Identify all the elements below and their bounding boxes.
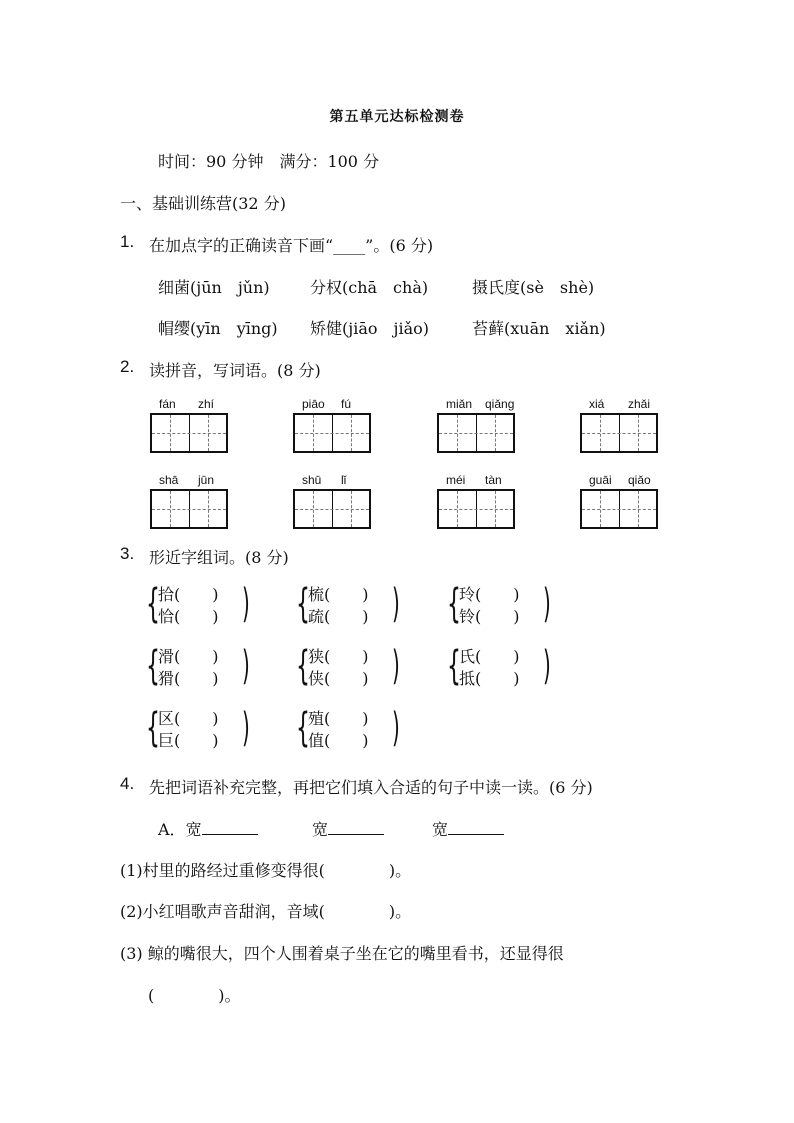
q4-option-label: A．: [158, 820, 186, 839]
left-brace: {: [296, 643, 310, 689]
pinyin-syllable: xiá: [589, 397, 605, 411]
q4-sentence: ( )。: [148, 986, 241, 1005]
q1-number: 1.: [120, 232, 135, 251]
char-row: [459, 585, 537, 605]
writing-grid[interactable]: [293, 413, 371, 453]
q1-item: 帽缨(yīn yīng): [158, 319, 278, 338]
q4-sentence: (2)小红唱歌声音甜润，音域( )。: [120, 902, 412, 921]
answer-paren[interactable]: ( ): [174, 731, 219, 750]
char: 拾: [158, 585, 175, 604]
grid-guide: [439, 433, 513, 434]
answer-paren[interactable]: ( ): [324, 731, 369, 750]
char: 玲: [459, 585, 476, 604]
q3-text: 形近字组词。(8 分): [149, 548, 289, 567]
q1-item: 细菌(jūn jǔn): [158, 278, 270, 297]
section-heading: 一、基础训练营(32 分): [120, 194, 286, 213]
similar-char-group: [296, 581, 406, 628]
q3-number: 3.: [120, 544, 135, 563]
char-row: [308, 607, 386, 627]
writing-grid[interactable]: [580, 413, 658, 453]
writing-grid[interactable]: [580, 489, 658, 529]
q4-word: 宽: [432, 820, 449, 839]
similar-char-group: [146, 581, 256, 628]
char-row: [158, 669, 236, 689]
left-brace: {: [146, 643, 160, 689]
char: 铃: [459, 607, 476, 626]
left-brace: {: [146, 705, 160, 751]
pinyin-syllable: lǐ: [341, 473, 347, 487]
pinyin-syllable: shā: [159, 473, 179, 487]
grid-guide: [439, 509, 513, 510]
writing-grid[interactable]: [293, 489, 371, 529]
q4-options: [432, 817, 504, 840]
char-row: [459, 647, 537, 667]
q1-item: 苔藓(xuān xiǎn): [472, 319, 606, 338]
char: 侠: [308, 669, 325, 688]
pinyin-syllable: fán: [159, 397, 176, 411]
right-paren: ): [242, 581, 250, 627]
page-title: 第五单元达标检测卷: [329, 109, 465, 125]
q4-sentence: (1)村里的路经过重修变得很( )。: [120, 861, 412, 880]
q1-item: 矫健(jiāo jiǎo): [310, 319, 429, 338]
char-row: [308, 731, 386, 751]
right-paren: ): [392, 581, 400, 627]
left-brace: {: [296, 581, 310, 627]
exam-meta: 时间：90 分钟 满分：100 分: [158, 152, 380, 171]
q1-text: 在加点字的正确读音下画“____”。(6 分): [149, 236, 434, 255]
answer-paren[interactable]: ( ): [475, 585, 520, 604]
char: 值: [308, 731, 325, 750]
answer-paren[interactable]: ( ): [174, 647, 219, 666]
writing-grid[interactable]: [150, 413, 228, 453]
q2-number: 2.: [120, 357, 135, 376]
char-row: [158, 709, 236, 729]
similar-char-group: [296, 705, 406, 752]
fill-blank[interactable]: [328, 818, 384, 835]
char-row: [158, 607, 236, 627]
answer-paren[interactable]: ( ): [324, 647, 369, 666]
answer-paren[interactable]: ( ): [174, 709, 219, 728]
similar-char-group: [146, 705, 256, 752]
right-paren: ): [543, 643, 551, 689]
similar-char-group: [447, 581, 557, 628]
q1-item: 分权(chā chà): [310, 278, 429, 297]
char-row: [459, 607, 537, 627]
char: 疏: [308, 607, 325, 626]
left-brace: {: [296, 705, 310, 751]
pinyin-syllable: qiǎo: [628, 473, 651, 487]
q4-options: [312, 817, 384, 840]
char: 狭: [308, 647, 325, 666]
pinyin-syllable: zhǎi: [628, 397, 651, 411]
right-paren: ): [242, 643, 250, 689]
answer-paren[interactable]: ( ): [174, 585, 219, 604]
answer-paren[interactable]: ( ): [174, 607, 219, 626]
answer-paren[interactable]: ( ): [475, 669, 520, 688]
grid-guide: [295, 433, 369, 434]
q4-sentence: (3) 鲸的嘴很大，四个人围着桌子坐在它的嘴里看书，还显得很: [120, 944, 564, 963]
char-row: [158, 647, 236, 667]
grid-guide: [152, 509, 226, 510]
pinyin-syllable: piāo: [302, 397, 325, 411]
char: 抵: [459, 669, 476, 688]
pinyin-syllable: guāi: [589, 473, 612, 487]
char: 殖: [308, 709, 325, 728]
char-row: [308, 647, 386, 667]
grid-guide: [582, 509, 656, 510]
pinyin-syllable: méi: [446, 473, 466, 487]
q4-word: 宽: [185, 820, 202, 839]
left-brace: {: [447, 643, 461, 689]
char: 恰: [158, 607, 175, 626]
answer-paren[interactable]: ( ): [324, 709, 369, 728]
q4-text: 先把词语补充完整，再把它们填入合适的句子中读一读。(6 分): [149, 778, 593, 797]
fill-blank[interactable]: [448, 818, 504, 835]
pinyin-syllable: fú: [341, 397, 352, 411]
right-paren: ): [392, 643, 400, 689]
answer-paren[interactable]: ( ): [324, 669, 369, 688]
char: 滑: [158, 647, 175, 666]
char-row: [308, 669, 386, 689]
similar-char-group: [296, 643, 406, 690]
grid-guide: [152, 433, 226, 434]
q2-text: 读拼音，写词语。(8 分): [149, 361, 321, 380]
answer-paren[interactable]: ( ): [324, 607, 369, 626]
answer-paren[interactable]: ( ): [475, 607, 520, 626]
char: 区: [158, 709, 175, 728]
char: 梳: [308, 585, 325, 604]
left-brace: {: [146, 581, 160, 627]
char-row: [308, 709, 386, 729]
q4-word: 宽: [312, 820, 329, 839]
pinyin-syllable: shū: [302, 473, 322, 487]
pinyin-syllable: miǎn: [446, 397, 473, 411]
grid-guide: [582, 433, 656, 434]
left-brace: {: [447, 581, 461, 627]
answer-paren[interactable]: ( ): [324, 585, 369, 604]
answer-paren[interactable]: ( ): [475, 647, 520, 666]
char: 巨: [158, 731, 175, 750]
pinyin-syllable: tàn: [485, 473, 502, 487]
q4-options: [158, 817, 258, 840]
fill-blank[interactable]: [202, 818, 258, 835]
q4-number: 4.: [120, 774, 135, 793]
right-paren: ): [242, 705, 250, 751]
writing-grid[interactable]: [437, 489, 515, 529]
similar-char-group: [447, 643, 557, 690]
char: 猾: [158, 669, 175, 688]
char-row: [158, 585, 236, 605]
q1-item: 摄氏度(sè shè): [472, 278, 595, 297]
writing-grid[interactable]: [437, 413, 515, 453]
answer-paren[interactable]: ( ): [174, 669, 219, 688]
right-paren: ): [392, 705, 400, 751]
grid-guide: [295, 509, 369, 510]
char-row: [158, 731, 236, 751]
pinyin-syllable: qiǎng: [485, 397, 515, 411]
pinyin-syllable: jūn: [198, 473, 215, 487]
writing-grid[interactable]: [150, 489, 228, 529]
right-paren: ): [543, 581, 551, 627]
char: 氏: [459, 647, 476, 666]
similar-char-group: [146, 643, 256, 690]
pinyin-syllable: zhí: [198, 397, 215, 411]
char-row: [459, 669, 537, 689]
char-row: [308, 585, 386, 605]
